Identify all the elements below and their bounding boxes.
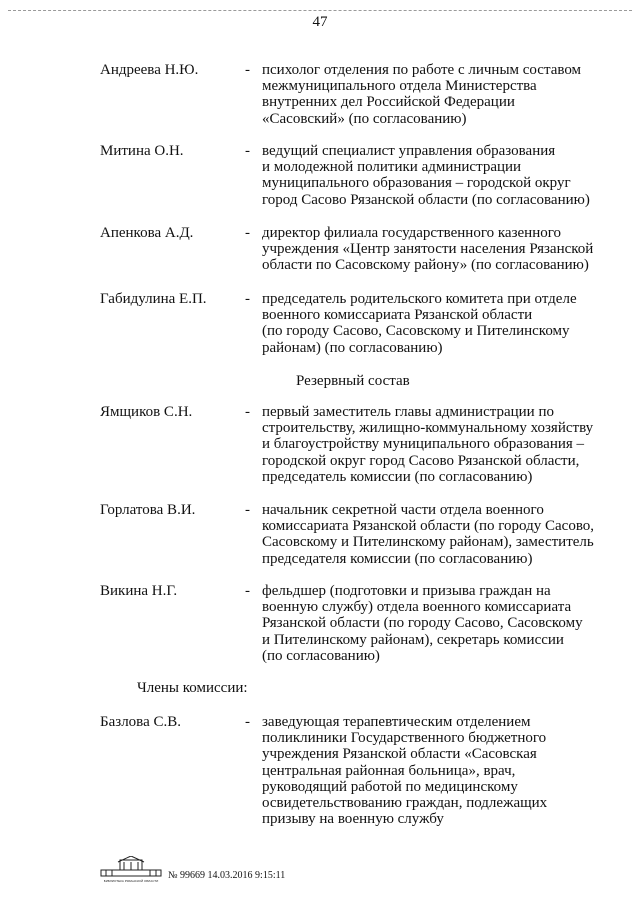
person-name: Викина Н.Г. <box>100 583 178 599</box>
position-line: призыву на военную службу <box>262 811 444 828</box>
dash-separator: - <box>245 714 250 730</box>
position-line: председатель комиссии (по согласованию) <box>262 468 533 485</box>
library-logo-icon <box>100 856 162 884</box>
top-scan-rule <box>8 10 632 11</box>
position-line: Рязанской области (по городу Сасово, Сасовскому <box>262 615 583 632</box>
person-position <box>262 225 607 274</box>
dash-separator: - <box>245 143 250 159</box>
position-line: председателя комиссии (по согласованию) <box>262 550 533 567</box>
person-position <box>262 291 607 356</box>
position-line: межмуниципального отдела Министерства <box>262 78 537 95</box>
position-line: фельдшер (подготовки и призыва граждан на <box>262 583 551 599</box>
position-line: муниципального образования – городской округ <box>262 175 571 192</box>
position-line: центральная районная больница», врач, <box>262 762 516 779</box>
position-line: первый заместитель главы администрации по <box>262 404 554 420</box>
section-heading-reserve: Резервный состав <box>296 373 410 389</box>
position-line: области по Сасовскому району» (по согласованию) <box>262 257 589 274</box>
person-name: Апенкова А.Д. <box>100 225 194 241</box>
position-line: строительству, жилищно-коммунальному хозяйству <box>262 420 594 437</box>
dash-separator: - <box>245 291 250 307</box>
position-line: военную службу) отдела военного комиссариата <box>262 599 572 616</box>
position-line: руководящий работой по медицинскому <box>262 778 518 795</box>
position-line: Сасовскому и Пителинскому районам), заместитель <box>262 534 594 551</box>
position-line: заведующая терапевтическим отделением <box>262 714 531 730</box>
position-line: «Сасовский» (по согласованию) <box>262 110 467 127</box>
position-line: освидетельствованию граждан, подлежащих <box>262 795 548 812</box>
dash-separator: - <box>245 225 250 241</box>
position-line: ведущий специалист управления образования <box>262 143 556 159</box>
person-position <box>262 583 607 664</box>
dash-separator: - <box>245 583 250 599</box>
position-line: учреждения Рязанской области «Сасовская <box>262 746 537 763</box>
dash-separator: - <box>245 502 250 518</box>
position-line: (по городу Сасово, Сасовскому и Пителинскому <box>262 323 570 340</box>
position-line: председатель родительского комитета при отделе <box>262 291 577 307</box>
position-line: и молодежной политики администрации <box>262 159 522 176</box>
position-line: (по согласованию) <box>262 647 380 664</box>
person-name: Габидулина Е.П. <box>100 291 207 307</box>
position-line: комиссариата Рязанской области (по городу Сасово, <box>262 518 595 535</box>
person-name: Ямщиков С.Н. <box>100 404 193 420</box>
position-line: городской округ город Сасово Рязанской области, <box>262 452 580 469</box>
person-name: Горлатова В.И. <box>100 502 196 518</box>
position-line: и Пителинскому районам), секретарь комиссии <box>262 631 564 648</box>
person-name: Базлова С.В. <box>100 714 181 730</box>
section-heading-members: Члены комиссии: <box>137 680 248 696</box>
position-line: поликлиники Государственного бюджетного <box>262 730 547 747</box>
person-position <box>262 502 607 567</box>
position-line: психолог отделения по работе с личным составом <box>262 62 582 78</box>
position-line: и благоустройству муниципального образования – <box>262 436 585 453</box>
position-line: директор филиала государственного казенного <box>262 225 561 241</box>
position-line: внутренних дел Российской Федерации <box>262 94 515 111</box>
person-name: Митина О.Н. <box>100 143 184 159</box>
document-footer <box>100 856 360 886</box>
person-name: Андреева Н.Ю. <box>100 62 199 78</box>
position-line: районам) (по согласованию) <box>262 339 443 356</box>
position-line: учреждения «Центр занятости населения Рязанской <box>262 241 594 258</box>
position-line: военного комиссариата Рязанской области <box>262 307 533 324</box>
person-position <box>262 404 607 485</box>
page-number: 47 <box>312 14 328 30</box>
document-stamp: № 99669 14.03.2016 9:15:11 <box>168 870 286 881</box>
position-line: город Сасово Рязанской области (по согласованию) <box>262 191 590 208</box>
person-position <box>262 62 607 127</box>
logo-caption: БИБЛИОТЕКА РЯЗАНСКОЙ ОБЛАСТИ <box>103 879 159 883</box>
dash-separator: - <box>245 404 250 420</box>
dash-separator: - <box>245 62 250 78</box>
person-position <box>262 143 607 208</box>
person-position <box>262 714 607 827</box>
position-line: начальник секретной части отдела военного <box>262 502 544 518</box>
